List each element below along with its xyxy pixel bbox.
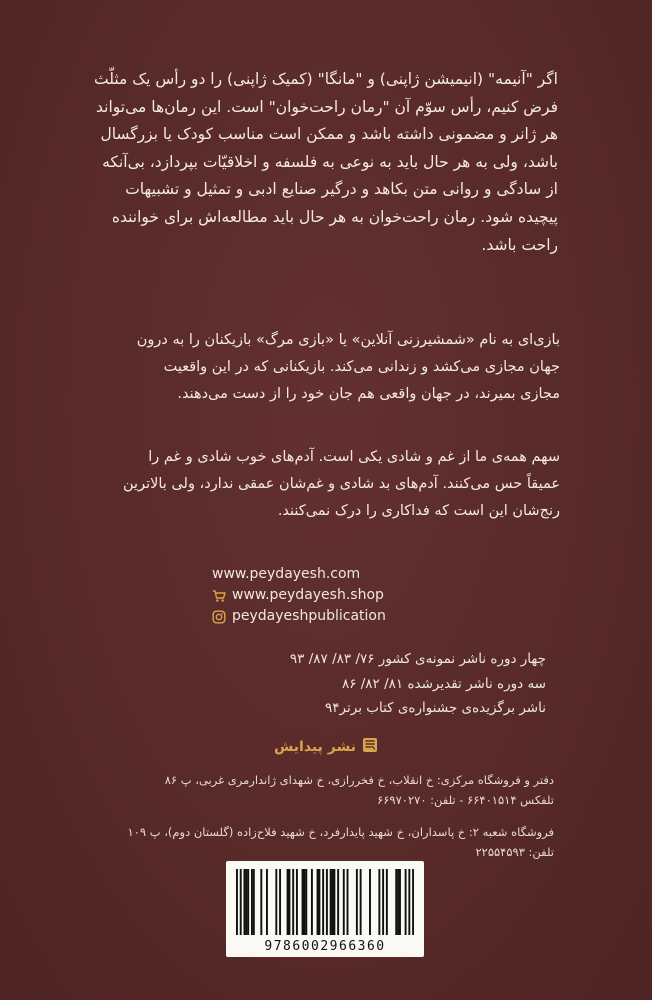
description-text-2: بازی‌ای به نام «شمشیرزنی آنلاین» یا «بازی مرگ» بازیکنان را به درون جهان مجازی می‌کشد و زندانی می‌کند. بازیکنانی که در این واقعیت مجازی بمیرند، در جهان واقعی هم جان خود را از دست می‌دهند. bbox=[136, 332, 560, 402]
publisher-name: نشر پیدایش bbox=[274, 739, 356, 755]
barcode-bar bbox=[337, 869, 339, 935]
barcode-bar bbox=[292, 869, 294, 935]
barcode-bar bbox=[360, 869, 362, 935]
barcode-bar bbox=[333, 869, 335, 935]
office-phone: تلفکس ۶۶۴۰۱۵۱۴ - تلفن: ۶۶۹۷۰۲۷۰ bbox=[377, 793, 554, 807]
barcode-bar bbox=[330, 869, 332, 935]
award-line-2: سه دوره ناشر تقدیرشده ۸۱/ ۸۲/ ۸۶ bbox=[341, 675, 546, 692]
barcode-bar bbox=[326, 869, 328, 935]
publisher-brand bbox=[250, 737, 402, 757]
barcode-bar bbox=[240, 869, 242, 935]
barcode-bar bbox=[296, 869, 298, 935]
barcode-bar bbox=[395, 869, 397, 935]
barcode-bar bbox=[253, 869, 255, 935]
barcode-bar bbox=[251, 869, 253, 935]
barcode-bar bbox=[378, 869, 380, 935]
award-line-3: ناشر برگزیده‌ی جشنواره‌ی کتاب برتر۹۴ bbox=[325, 700, 546, 716]
award-line-1: چهار دوره ناشر نمونه‌ی کشور ۷۶/ ۸۳/ ۸۷/ ۹۳ bbox=[289, 651, 546, 667]
barcode-number: 9786002966360 bbox=[264, 939, 386, 954]
instagram-link-row[interactable] bbox=[212, 606, 452, 627]
shop-link[interactable]: www.peydayesh.shop bbox=[232, 587, 384, 603]
barcode-bar bbox=[302, 869, 304, 935]
barcode-bar bbox=[311, 869, 313, 935]
instagram-icon bbox=[212, 610, 226, 624]
cart-icon bbox=[212, 589, 226, 603]
barcode-bar bbox=[408, 869, 410, 935]
barcode-bar bbox=[399, 869, 401, 935]
barcode-bars bbox=[236, 869, 414, 935]
barcode-bar bbox=[397, 869, 399, 935]
publisher-links bbox=[212, 564, 452, 627]
website-link[interactable]: www.peydayesh.com bbox=[212, 566, 361, 582]
publisher-awards bbox=[150, 647, 546, 721]
barcode-bar bbox=[275, 869, 277, 935]
barcode-bar bbox=[303, 869, 305, 935]
barcode-bar bbox=[356, 869, 358, 935]
barcode-bar bbox=[317, 869, 319, 935]
description-paragraph-2 bbox=[120, 327, 560, 408]
barcode-bar bbox=[260, 869, 262, 935]
barcode-bar bbox=[305, 869, 307, 935]
barcode-bar bbox=[243, 869, 245, 935]
branch-address: فروشگاه شعبه ۲: خ پاسداران، خ شهید پایدارفرد، خ شهید فلاح‌زاده (گلستان دوم)، پ ۱۰۹ bbox=[127, 825, 554, 839]
barcode-bar bbox=[322, 869, 324, 935]
barcode-bar bbox=[236, 869, 238, 935]
publisher-logo-icon bbox=[362, 737, 378, 757]
barcode-bar bbox=[347, 869, 349, 935]
website-link-row[interactable] bbox=[212, 564, 452, 585]
description-paragraph-3 bbox=[120, 444, 560, 525]
description-text-1: اگر "آنیمه" (انیمیشن ژاپنی) و "مانگا" (کمیک ژاپنی) را دو رأس یک مثلّث فرض کنیم، رأس سوّم آن "رمان راحت‌خوان" است. این رمان‌ها می‌تواند هر ژانر و مضمونی داشته باشد و ممکن است مناسب کودک یا بزرگسال باشد، ولی به هر حال باید به نوعی به فلسفه و اخلاقیّات بپردازد، بی‌آنکه از سادگی و روانی متن بکاهد و درگیر صنایع ادبی و تمثیل و تشبیهات پیچیده شود. رمان راحت‌خوان به هر حال باید مطالعه‌اش برای خواننده راحت باشد. bbox=[93, 70, 558, 254]
barcode-bar bbox=[288, 869, 290, 935]
barcode-bar bbox=[266, 869, 268, 935]
description-paragraph-1 bbox=[88, 66, 558, 259]
publisher-address bbox=[92, 770, 554, 862]
barcode-bar bbox=[343, 869, 345, 935]
office-address: دفتر و فروشگاه مرکزی: خ انقلاب، خ فخررازی، خ شهدای ژاندارمری غربی، پ ۸۶ bbox=[164, 773, 554, 787]
shop-link-row[interactable] bbox=[212, 585, 452, 606]
barcode-bar bbox=[332, 869, 334, 935]
barcode-bar bbox=[412, 869, 414, 935]
barcode-bar bbox=[245, 869, 247, 935]
barcode-bar bbox=[287, 869, 289, 935]
barcode-bar bbox=[318, 869, 320, 935]
barcode-bar bbox=[369, 869, 371, 935]
instagram-handle[interactable]: peydayeshpublication bbox=[232, 608, 386, 624]
description-text-3: سهم همه‌ی ما از غم و شادی یکی است. آدم‌های خوب شادی و غم را عمیقاً حس می‌کنند. آدم‌های بد شادی و غم‌شان عمقی ندارد، ولی بالاترین رنج‌شان این است که فداکاری را درک نمی‌کنند. bbox=[123, 449, 560, 519]
barcode-bar bbox=[382, 869, 384, 935]
branch-phone: تلفن: ۲۲۵۵۴۵۹۳ bbox=[475, 845, 554, 859]
isbn-barcode bbox=[226, 861, 424, 957]
barcode-bar bbox=[279, 869, 281, 935]
barcode-bar bbox=[386, 869, 388, 935]
barcode-bar bbox=[405, 869, 407, 935]
barcode-bar bbox=[247, 869, 249, 935]
